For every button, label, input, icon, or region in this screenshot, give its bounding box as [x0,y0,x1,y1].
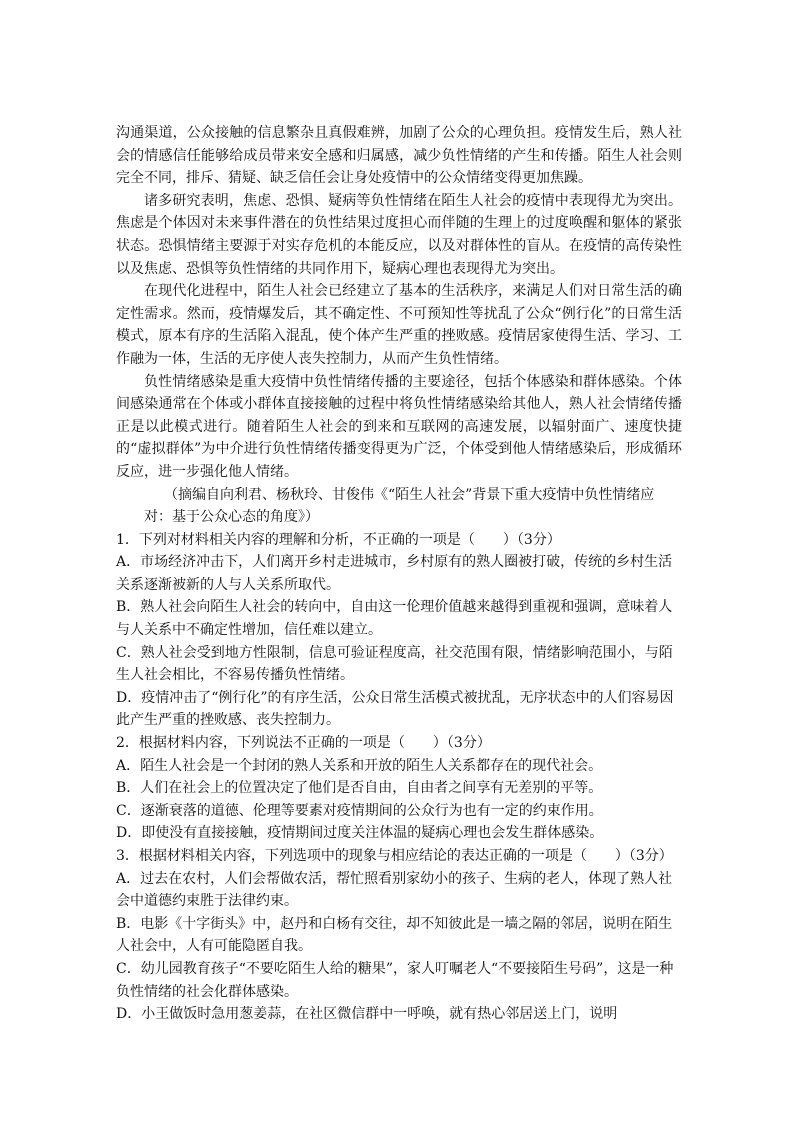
option-b: B．熟人社会向陌生人社会的转向中，自由这一伦理价值越来越得到重视和强调，意味着人与人关系中不确定性增加，信任难以建立。 [116,599,673,639]
question-2 [116,732,682,845]
option-d: D．疫情冲击了“例行化”的有序生活，公众日常生活模式被扰乱，无序状态中的人们容易因此产生严重的挫败感、丧失控制力。 [116,689,674,729]
option-c: C．熟人社会受到地方性限制，信息可验证程度高，社交范围有限，情绪影响范围小，与陌生人社会相比，不容易传播负性情绪。 [116,644,673,684]
passage-paragraph-2: 诸多研究表明，焦虑、恐惧、疑病等负性情绪在陌生人社会的疫情中表现得尤为突出。焦虑是个体因对未来事件潜在的负性结果过度担心而伴随的生理上的过度唤醒和躯体的紧张状态。恐惧情绪主要源于对实存危机的本能反应，以及对群体性的盲从。在疫情的高传染性以及焦虑、恐惧等负性情绪的共同作用下，疑病心理也表现得尤为突出。 [116,192,682,277]
option-a: A．市场经济冲击下，人们离开乡村走进城市，乡村原有的熟人圈被打破，传统的乡村生活关系逐渐被新的人与人关系所取代。 [116,554,673,593]
passage-paragraph-4: 负性情绪感染是重大疫情中负性情绪传播的主要途径，包括个体感染和群体感染。个体间感染通常在个体或小群体直接接触的过程中将负性情绪感染给其他人，熟人社会情绪传播正是以此模式进行。随着陌生人社会的到来和互联网的高速发展，以辐射面广、速度快捷的“虚拟群体”为中介进行负性情绪传播变得更为广泛，个体受到他人情绪感染后，形成循环反应，进一步强化他人情绪。 [116,373,682,480]
document-page [116,122,682,1026]
option-d: D．即使没有直接接触，疫情期间过度关注体温的疑病心理也会发生群体感染。 [116,825,604,842]
option-b: B．电影《十字街头》中，赵丹和白杨有交往，却不知彼此是一墙之隔的邻居，说明在陌生人社会中，人有可能隐匿自我。 [116,915,673,955]
passage-paragraph-1: 沟通渠道，公众接触的信息繁杂且真假难辨，加剧了公众的心理负担。疫情发生后，熟人社会的情感信任能够给成员带来安全感和归属感，减少负性情绪的产生和传播。陌生人社会则完全不同，排斥、猜疑、缺乏信任会让身处疫情中的公众情绪变得更加焦躁。 [116,125,682,187]
passage-paragraph-3: 在现代化进程中，陌生人社会已经建立了基本的生活秩序，来满足人们对日常生活的确定性需求。然而，疫情爆发后，其不确定性、不可预知性等扰乱了公众“例行化”的日常生活模式，原本有序的生活陷入混乱，使个体产生严重的挫败感。疫情居家使得生活、学习、工作融为一体，生活的无序使人丧失控制力，从而产生负性情绪。 [116,283,682,367]
question-1 [116,529,682,732]
question-stem: 3．根据材料相关内容，下列选项中的现象与相应结论的表达正确的一项是（ ）（3分） [116,848,673,864]
question-3 [116,845,682,1026]
option-c: C．逐渐衰落的道德、伦理等要素对疫情期间的公众行为也有一定的约束作用。 [116,802,603,819]
option-d: D．小王做饭时急用葱姜蒜，在社区微信群中一呼唤，就有热心邻居送上门，说明 [116,1006,618,1023]
question-stem: 2．根据材料内容，下列说法不正确的一项是（ ）（3分） [116,735,491,752]
option-a: A．过去在农村，人们会帮做农活，帮忙照看别家幼小的孩子、生病的老人，体现了熟人社会中道德约束胜于法律约束。 [116,870,673,910]
question-stem: 1．下列对材料相关内容的理解和分析，不正确的一项是（ ）（3分） [116,531,561,548]
option-b: B．人们在社会上的位置决定了他们是否自由，自由者之间享有无差别的平等。 [116,780,603,797]
option-c: C．幼儿园教育孩子“不要吃陌生人给的糖果”，家人叮嘱老人“不要接陌生号码”，这是一种负性情绪的社会化群体感染。 [116,960,674,1000]
option-a: A．陌生人社会是一个封闭的熟人关系和开放的陌生人关系都存在的现代社会。 [116,757,603,774]
source-citation: （摘编自向利君、杨秋玲、甘俊伟《“陌生人社会”背景下重大疫情中负性情绪应对：基于公众心态的角度》） [144,486,655,526]
